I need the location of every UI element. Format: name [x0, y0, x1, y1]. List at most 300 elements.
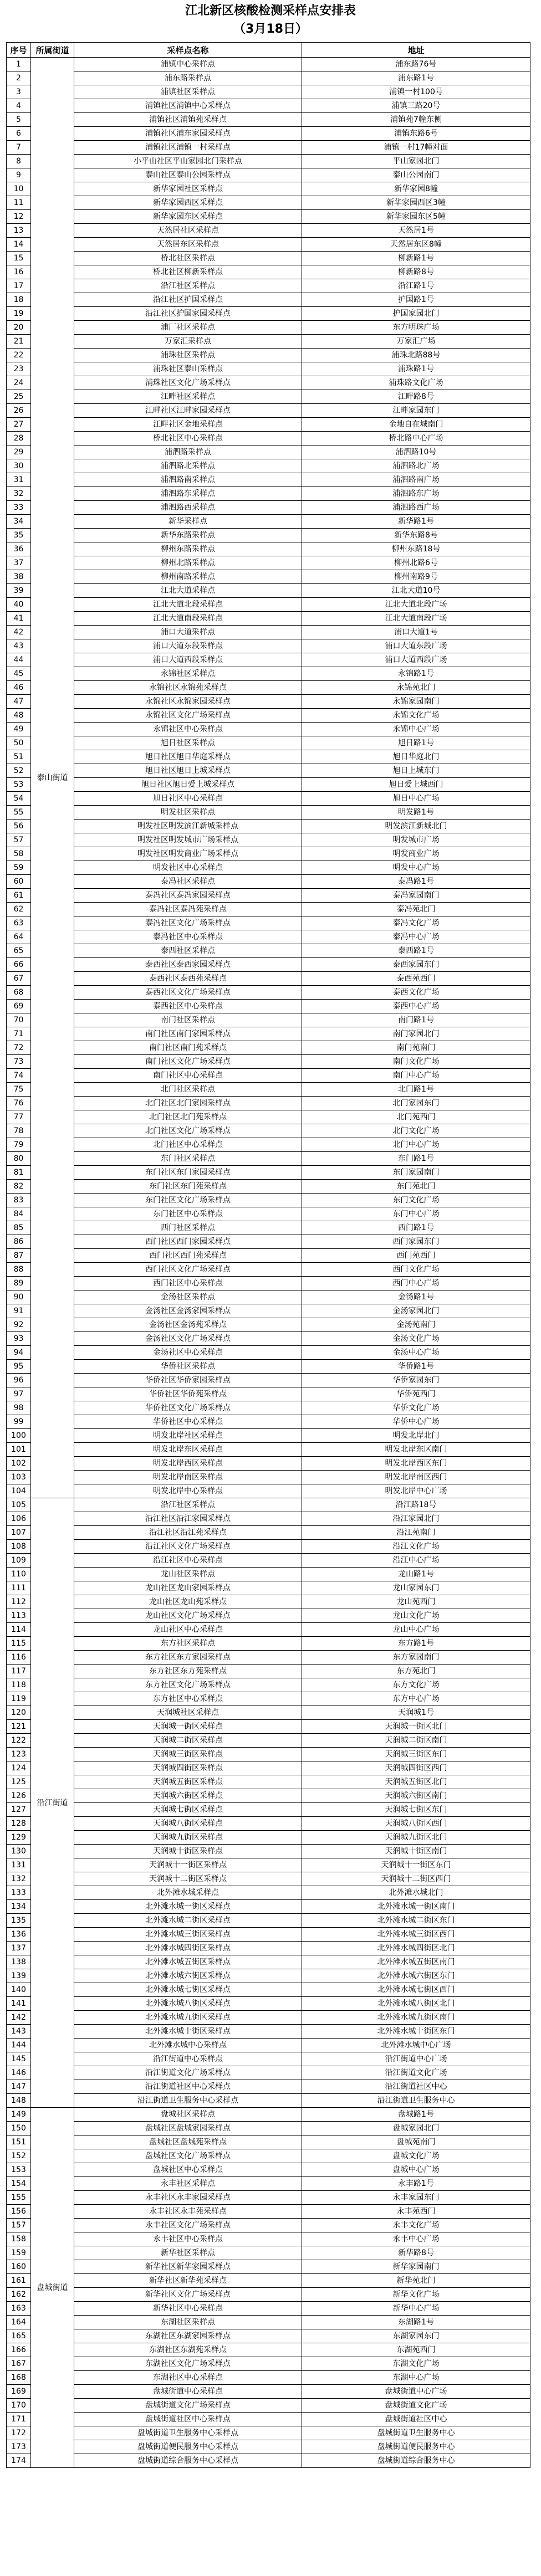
serial-cell: 109 — [7, 1554, 31, 1568]
site-name-cell: 金汤社区中心采样点 — [74, 1346, 302, 1360]
address-cell: 浦泗路东广场 — [302, 487, 530, 501]
table-row — [7, 1983, 530, 1997]
table-row — [7, 2011, 530, 2025]
address-cell: 柳新路8号 — [302, 265, 530, 279]
table-row — [7, 2219, 530, 2232]
site-name-cell: 新华家园社区采样点 — [74, 182, 302, 196]
site-name-cell: 永丰社区采样点 — [74, 2177, 302, 2191]
header-street: 所属街道 — [31, 43, 74, 58]
address-cell: 北外滩水城一街区南门 — [302, 1900, 530, 1914]
serial-cell: 66 — [7, 958, 31, 972]
serial-cell: 96 — [7, 1374, 31, 1387]
street-cell: 沿江街道 — [31, 1498, 74, 2108]
address-cell: 天润城三街区东门 — [302, 1748, 530, 1761]
site-name-cell: 旭日社区旭日上城采样点 — [74, 764, 302, 778]
serial-cell: 132 — [7, 1872, 31, 1886]
table-row — [7, 2454, 530, 2468]
site-name-cell: 明发社区明发商业广场采样点 — [74, 847, 302, 861]
site-name-cell: 旭日社区旭日华庭采样点 — [74, 750, 302, 764]
table-row — [7, 515, 530, 529]
table-row — [7, 972, 530, 986]
site-name-cell: 金汤社区文化广场采样点 — [74, 1332, 302, 1346]
table-header-row — [7, 43, 530, 58]
table-row — [7, 1969, 530, 1983]
address-cell: 天润城十二街区西门 — [302, 1872, 530, 1886]
table-row — [7, 1484, 530, 1498]
table-row — [7, 1360, 530, 1374]
site-name-cell: 东方社区采样点 — [74, 1637, 302, 1651]
serial-cell: 151 — [7, 2135, 31, 2149]
table-row — [7, 916, 530, 930]
table-row — [7, 1387, 530, 1401]
serial-cell: 162 — [7, 2288, 31, 2302]
site-name-cell: 新华社区中心采样点 — [74, 2302, 302, 2316]
serial-cell: 26 — [7, 404, 31, 418]
site-name-cell: 新华家园西区采样点 — [74, 196, 302, 210]
address-cell: 北外滩水城八街区北门 — [302, 1997, 530, 2011]
table-row — [7, 1623, 530, 1637]
serial-cell: 69 — [7, 1000, 31, 1013]
address-cell: 东方中心广场 — [302, 1692, 530, 1706]
address-cell: 天润城二街区南门 — [302, 1734, 530, 1748]
serial-cell: 154 — [7, 2177, 31, 2191]
site-name-cell: 华侨社区中心采样点 — [74, 1415, 302, 1429]
serial-cell: 80 — [7, 1152, 31, 1166]
address-cell: 柳州东路18号 — [302, 542, 530, 556]
address-cell: 北外滩水城九街区南门 — [302, 2011, 530, 2025]
serial-cell: 110 — [7, 1568, 31, 1581]
serial-cell: 106 — [7, 1512, 31, 1526]
table-row — [7, 85, 530, 99]
site-name-cell: 永锦社区永锦苑采样点 — [74, 681, 302, 695]
address-cell: 天润城一街区北门 — [302, 1720, 530, 1734]
site-name-cell: 南门社区采样点 — [74, 1013, 302, 1027]
site-name-cell: 龙山社区采样点 — [74, 1568, 302, 1581]
site-name-cell: 龙山社区龙山家园采样点 — [74, 1581, 302, 1595]
site-name-cell: 浦泗路东采样点 — [74, 487, 302, 501]
serial-cell: 55 — [7, 806, 31, 820]
address-cell: 沿江街道中心广场 — [302, 2052, 530, 2066]
serial-cell: 137 — [7, 1942, 31, 1955]
table-row — [7, 1775, 530, 1789]
address-cell: 泰西家园东门 — [302, 958, 530, 972]
table-row — [7, 2357, 530, 2371]
site-name-cell: 东湖社区文化广场采样点 — [74, 2357, 302, 2371]
site-name-cell: 浦口大道采样点 — [74, 626, 302, 639]
site-name-cell: 泰冯社区文化广场采样点 — [74, 916, 302, 930]
table-row — [7, 2343, 530, 2357]
table-row — [7, 1651, 530, 1665]
address-cell: 盘城苑南门 — [302, 2135, 530, 2149]
table-row — [7, 293, 530, 307]
table-row — [7, 1027, 530, 1041]
site-name-cell: 泰冯社区泰冯家园采样点 — [74, 889, 302, 903]
serial-cell: 57 — [7, 833, 31, 847]
serial-cell: 44 — [7, 653, 31, 667]
address-cell: 泰冯家园南门 — [302, 889, 530, 903]
site-name-cell: 盘城社区文化广场采样点 — [74, 2149, 302, 2163]
serial-cell: 170 — [7, 2399, 31, 2413]
table-row — [7, 930, 530, 944]
site-name-cell: 沿江街道社区中心采样点 — [74, 2080, 302, 2094]
table-row — [7, 1083, 530, 1097]
serial-cell: 5 — [7, 113, 31, 127]
address-cell: 永丰文化广场 — [302, 2219, 530, 2232]
table-row — [7, 1748, 530, 1761]
table-row — [7, 2260, 530, 2274]
address-cell: 北门中心广场 — [302, 1138, 530, 1152]
site-name-cell: 东门社区中心采样点 — [74, 1207, 302, 1221]
address-cell: 泰冯中心广场 — [302, 930, 530, 944]
site-name-cell: 浦口大道西段采样点 — [74, 653, 302, 667]
address-cell: 西门中心广场 — [302, 1277, 530, 1290]
serial-cell: 21 — [7, 335, 31, 349]
address-cell: 泰西中心广场 — [302, 1000, 530, 1013]
address-cell: 护国家园北门 — [302, 307, 530, 321]
address-cell: 永丰苑西门 — [302, 2205, 530, 2219]
site-name-cell: 盘城社区盘城苑采样点 — [74, 2135, 302, 2149]
address-cell: 龙山家园东门 — [302, 1581, 530, 1595]
serial-cell: 4 — [7, 99, 31, 113]
serial-cell: 100 — [7, 1429, 31, 1443]
serial-cell: 152 — [7, 2149, 31, 2163]
table-row — [7, 1914, 530, 1928]
address-cell: 泰西苑西门 — [302, 972, 530, 986]
table-row — [7, 2149, 530, 2163]
serial-cell: 139 — [7, 1969, 31, 1983]
serial-cell: 164 — [7, 2316, 31, 2329]
table-row — [7, 1290, 530, 1304]
site-name-cell: 东门社区采样点 — [74, 1152, 302, 1166]
site-name-cell: 柳州北路采样点 — [74, 556, 302, 570]
site-name-cell: 泰西社区文化广场采样点 — [74, 986, 302, 1000]
serial-cell: 113 — [7, 1609, 31, 1623]
table-row — [7, 820, 530, 833]
serial-cell: 99 — [7, 1415, 31, 1429]
serial-cell: 62 — [7, 903, 31, 916]
address-cell: 北外滩水城二街区东门 — [302, 1914, 530, 1928]
serial-cell: 166 — [7, 2343, 31, 2357]
serial-cell: 141 — [7, 1997, 31, 2011]
header-address: 地址 — [302, 43, 530, 58]
address-cell: 沿江街道社区中心 — [302, 2080, 530, 2094]
address-cell: 新华家园东区5幢 — [302, 210, 530, 224]
table-row — [7, 1955, 530, 1969]
site-name-cell: 沿江社区护国家园采样点 — [74, 307, 302, 321]
serial-cell: 91 — [7, 1304, 31, 1318]
address-cell: 沿江家园北门 — [302, 1512, 530, 1526]
table-row — [7, 792, 530, 806]
site-name-cell: 盘城街道社区中心采样点 — [74, 2413, 302, 2426]
serial-cell: 122 — [7, 1734, 31, 1748]
street-cell: 泰山街道 — [31, 58, 74, 1498]
site-name-cell: 沿江社区文化广场采样点 — [74, 1540, 302, 1554]
site-name-cell: 天润城社区采样点 — [74, 1706, 302, 1720]
serial-cell: 9 — [7, 168, 31, 182]
table-row — [7, 1928, 530, 1942]
address-cell: 浦泗路10号 — [302, 445, 530, 459]
serial-cell: 33 — [7, 501, 31, 515]
serial-cell: 88 — [7, 1263, 31, 1277]
site-name-cell: 沿江社区采样点 — [74, 279, 302, 293]
serial-cell: 115 — [7, 1637, 31, 1651]
address-cell: 南门路1号 — [302, 1013, 530, 1027]
site-name-cell: 天润城四街区采样点 — [74, 1761, 302, 1775]
serial-cell: 28 — [7, 432, 31, 445]
site-name-cell: 天润城十街区采样点 — [74, 1845, 302, 1858]
serial-cell: 156 — [7, 2205, 31, 2219]
address-cell: 天润城九街区北门 — [302, 1831, 530, 1845]
page-subtitle: （3月18日） — [233, 22, 308, 36]
table-row — [7, 127, 530, 141]
site-name-cell: 天润城十二街区采样点 — [74, 1872, 302, 1886]
serial-cell: 47 — [7, 695, 31, 709]
site-name-cell: 北外滩水城一街区采样点 — [74, 1900, 302, 1914]
table-row — [7, 1013, 530, 1027]
address-cell: 东湖文化广场 — [302, 2357, 530, 2371]
site-name-cell: 沿江街道卫生服务中心采样点 — [74, 2094, 302, 2108]
serial-cell: 102 — [7, 1457, 31, 1471]
serial-cell: 11 — [7, 196, 31, 210]
address-cell: 龙山文化广场 — [302, 1609, 530, 1623]
address-cell: 浦东路76号 — [302, 58, 530, 71]
table-row — [7, 2302, 530, 2316]
address-cell: 南门文化广场 — [302, 1055, 530, 1069]
serial-cell: 146 — [7, 2066, 31, 2080]
site-name-cell: 北外滩水城三街区采样点 — [74, 1928, 302, 1942]
address-cell: 浦珠路1号 — [302, 362, 530, 376]
table-row — [7, 2135, 530, 2149]
serial-cell: 163 — [7, 2302, 31, 2316]
serial-cell: 30 — [7, 459, 31, 473]
address-cell: 盘城路1号 — [302, 2108, 530, 2122]
table-row — [7, 2385, 530, 2399]
address-cell: 明发北岸北门 — [302, 1429, 530, 1443]
table-row — [7, 667, 530, 681]
table-row — [7, 1110, 530, 1124]
site-name-cell: 泰冯社区泰冯苑采样点 — [74, 903, 302, 916]
address-cell: 浦镇一村100号 — [302, 85, 530, 99]
serial-cell: 90 — [7, 1290, 31, 1304]
serial-cell: 29 — [7, 445, 31, 459]
address-cell: 南门中心广场 — [302, 1069, 530, 1083]
site-name-cell: 北门社区中心采样点 — [74, 1138, 302, 1152]
table-row — [7, 432, 530, 445]
table-row — [7, 1263, 530, 1277]
site-name-cell: 天润城七街区采样点 — [74, 1803, 302, 1817]
site-name-cell: 华侨社区采样点 — [74, 1360, 302, 1374]
address-cell: 盘城街道文化广场 — [302, 2399, 530, 2413]
table-row — [7, 2329, 530, 2343]
site-name-cell: 浦东路采样点 — [74, 71, 302, 85]
table-row — [7, 265, 530, 279]
address-cell: 泰山公园南门 — [302, 168, 530, 182]
table-row — [7, 2440, 530, 2454]
address-cell: 新华路1号 — [302, 515, 530, 529]
table-row — [7, 418, 530, 432]
table-row — [7, 1069, 530, 1083]
table-row — [7, 1581, 530, 1595]
serial-cell: 142 — [7, 2011, 31, 2025]
address-cell: 江北大道10号 — [302, 584, 530, 598]
address-cell: 旭日上城东门 — [302, 764, 530, 778]
table-row — [7, 2426, 530, 2440]
site-name-cell: 明发北岸中心采样点 — [74, 1484, 302, 1498]
site-name-cell: 西门社区中心采样点 — [74, 1277, 302, 1290]
serial-cell: 20 — [7, 321, 31, 335]
serial-cell: 18 — [7, 293, 31, 307]
serial-cell: 97 — [7, 1387, 31, 1401]
address-cell: 东门文化广场 — [302, 1194, 530, 1207]
address-cell: 浦珠北路88号 — [302, 349, 530, 362]
table-row — [7, 321, 530, 335]
address-cell: 华侨文化广场 — [302, 1401, 530, 1415]
address-cell: 北门文化广场 — [302, 1124, 530, 1138]
serial-cell: 92 — [7, 1318, 31, 1332]
site-name-cell: 沿江街道文化广场采样点 — [74, 2066, 302, 2080]
site-name-cell: 明发社区采样点 — [74, 806, 302, 820]
table-row — [7, 1318, 530, 1332]
address-cell: 北外滩水城七街区西门 — [302, 1983, 530, 1997]
site-name-cell: 浦泗路南采样点 — [74, 473, 302, 487]
site-name-cell: 浦珠社区泰山采样点 — [74, 362, 302, 376]
site-name-cell: 沿江社区中心采样点 — [74, 1554, 302, 1568]
table-row — [7, 1443, 530, 1457]
serial-cell: 42 — [7, 626, 31, 639]
table-row — [7, 2080, 530, 2094]
serial-cell: 37 — [7, 556, 31, 570]
site-name-cell: 龙山社区中心采样点 — [74, 1623, 302, 1637]
site-name-cell: 浦珠社区文化广场采样点 — [74, 376, 302, 390]
serial-cell: 22 — [7, 349, 31, 362]
table-row — [7, 1734, 530, 1748]
address-cell: 华侨苑西门 — [302, 1387, 530, 1401]
table-row — [7, 1789, 530, 1803]
site-name-cell: 浦厂社区采样点 — [74, 321, 302, 335]
table-row — [7, 1000, 530, 1013]
serial-cell: 173 — [7, 2440, 31, 2454]
site-name-cell: 明发北岸社区采样点 — [74, 1429, 302, 1443]
table-row — [7, 750, 530, 764]
table-row — [7, 1554, 530, 1568]
serial-cell: 49 — [7, 723, 31, 736]
serial-cell: 104 — [7, 1484, 31, 1498]
serial-cell: 126 — [7, 1789, 31, 1803]
serial-cell: 12 — [7, 210, 31, 224]
table-row — [7, 958, 530, 972]
table-row — [7, 58, 530, 71]
table-row — [7, 695, 530, 709]
serial-cell: 76 — [7, 1097, 31, 1110]
serial-cell: 159 — [7, 2246, 31, 2260]
site-name-cell: 盘城街道综合服务中心采样点 — [74, 2454, 302, 2468]
address-cell: 浦镇东路6号 — [302, 127, 530, 141]
site-name-cell: 天润城二街区采样点 — [74, 1734, 302, 1748]
site-name-cell: 西门社区西门苑采样点 — [74, 1249, 302, 1263]
table-row — [7, 1678, 530, 1692]
site-name-cell: 北门社区采样点 — [74, 1083, 302, 1097]
address-cell: 龙山路1号 — [302, 1568, 530, 1581]
site-name-cell: 浦珠社区采样点 — [74, 349, 302, 362]
table-row — [7, 1180, 530, 1194]
address-cell: 新华文化广场 — [302, 2288, 530, 2302]
address-cell: 龙山苑西门 — [302, 1595, 530, 1609]
table-row — [7, 2246, 530, 2260]
serial-cell: 58 — [7, 847, 31, 861]
site-name-cell: 天润城九街区采样点 — [74, 1831, 302, 1845]
table-row — [7, 1872, 530, 1886]
site-name-cell: 东门社区东门家园采样点 — [74, 1166, 302, 1180]
serial-cell: 39 — [7, 584, 31, 598]
table-row — [7, 944, 530, 958]
serial-cell: 75 — [7, 1083, 31, 1097]
site-name-cell: 明发社区明发滨江新城采样点 — [74, 820, 302, 833]
serial-cell: 51 — [7, 750, 31, 764]
address-cell: 沿江文化广场 — [302, 1540, 530, 1554]
serial-cell: 54 — [7, 792, 31, 806]
serial-cell: 111 — [7, 1581, 31, 1595]
table-row — [7, 1498, 530, 1512]
address-cell: 旭日华庭北门 — [302, 750, 530, 764]
table-row — [7, 252, 530, 265]
table-row — [7, 2191, 530, 2205]
address-cell: 天润城四街区西门 — [302, 1761, 530, 1775]
site-name-cell: 新华社区采样点 — [74, 2246, 302, 2260]
table-row — [7, 307, 530, 321]
header-site-name: 采样点名称 — [74, 43, 302, 58]
address-cell: 明发北岸西区东门 — [302, 1457, 530, 1471]
address-cell: 永锦家园南门 — [302, 695, 530, 709]
address-cell: 天润城六街区南门 — [302, 1789, 530, 1803]
serial-cell: 60 — [7, 875, 31, 889]
site-name-cell: 天润城五街区采样点 — [74, 1775, 302, 1789]
serial-cell: 124 — [7, 1761, 31, 1775]
site-name-cell: 北外滩水城四街区采样点 — [74, 1942, 302, 1955]
address-cell: 北外滩水城三街区西门 — [302, 1928, 530, 1942]
table-row — [7, 861, 530, 875]
serial-cell: 2 — [7, 71, 31, 85]
site-name-cell: 天然居社区采样点 — [74, 224, 302, 238]
site-name-cell: 浦泗路采样点 — [74, 445, 302, 459]
site-name-cell: 江畔社区江畔家园采样点 — [74, 404, 302, 418]
address-cell: 新华苑北门 — [302, 2274, 530, 2288]
site-name-cell: 小平山社区平山家园北门采样点 — [74, 155, 302, 168]
address-cell: 泰西文化广场 — [302, 986, 530, 1000]
serial-cell: 165 — [7, 2329, 31, 2343]
site-name-cell: 北外滩水城中心采样点 — [74, 2039, 302, 2052]
serial-cell: 136 — [7, 1928, 31, 1942]
site-name-cell: 金汤社区金汤苑采样点 — [74, 1318, 302, 1332]
serial-cell: 161 — [7, 2274, 31, 2288]
table-row — [7, 1249, 530, 1263]
table-row — [7, 1997, 530, 2011]
table-row — [7, 778, 530, 792]
table-body — [7, 58, 530, 2468]
serial-cell: 6 — [7, 127, 31, 141]
serial-cell: 45 — [7, 667, 31, 681]
site-name-cell: 旭日社区采样点 — [74, 736, 302, 750]
serial-cell: 40 — [7, 598, 31, 612]
address-cell: 盘城中心广场 — [302, 2163, 530, 2177]
address-cell: 东方苑北门 — [302, 1665, 530, 1678]
table-row — [7, 584, 530, 598]
address-cell: 金汤文化广场 — [302, 1332, 530, 1346]
address-cell: 明发商业广场 — [302, 847, 530, 861]
table-row — [7, 1152, 530, 1166]
serial-cell: 24 — [7, 376, 31, 390]
address-cell: 泰西路1号 — [302, 944, 530, 958]
serial-cell: 41 — [7, 612, 31, 626]
